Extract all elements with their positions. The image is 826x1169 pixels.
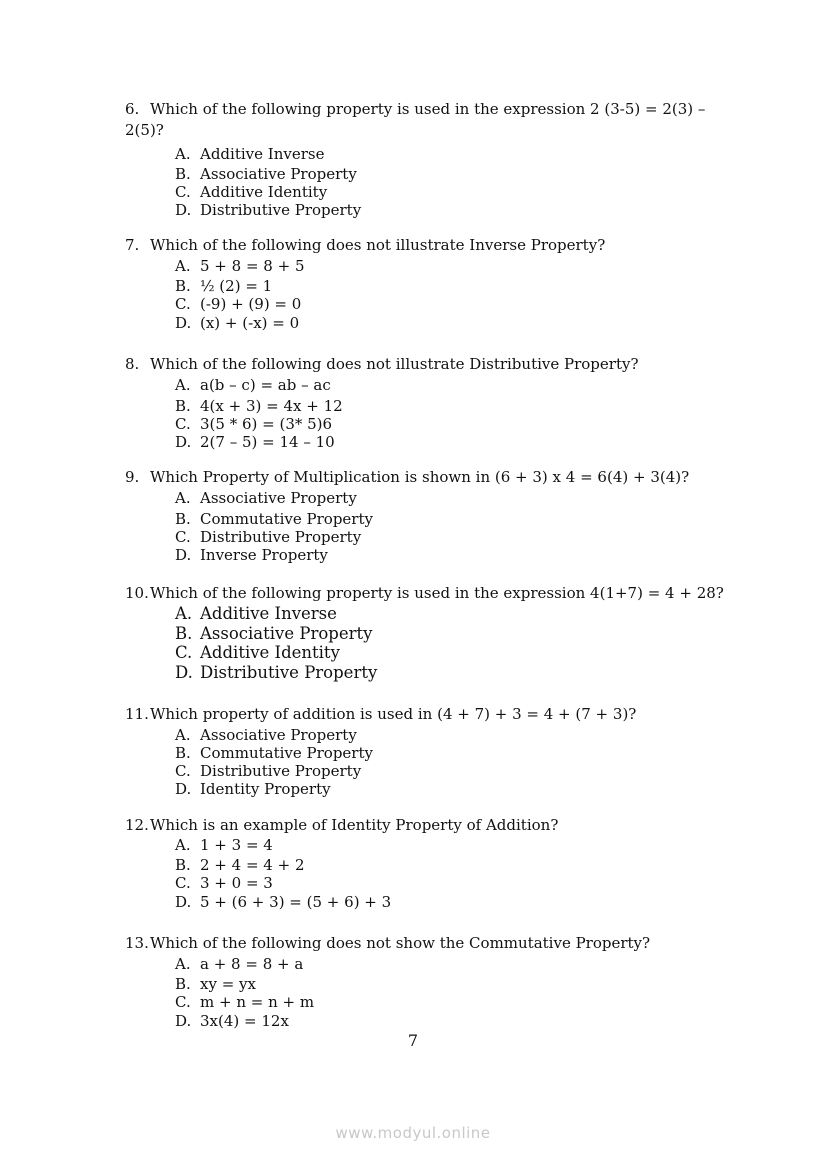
option-a: A. 5 + 8 = 8 + 5	[175, 257, 305, 275]
option-c: C. 3(5 * 6) = (3* 5)6	[175, 415, 333, 433]
option-c: C. Distributive Property	[175, 762, 362, 780]
option-a: A. Additive Inverse	[175, 604, 337, 623]
question-text: Which of the following property is used in the expression 2 (3-5) = 2(3) –	[150, 100, 706, 118]
question-text: Which of the following does not show the Commutative Property?	[150, 934, 651, 952]
option-c: C. Additive Identity	[175, 183, 328, 201]
option-b: B. Commutative Property	[175, 744, 373, 762]
question-number: 11.	[125, 705, 149, 723]
option-b: B. 4(x + 3) = 4x + 12	[175, 397, 343, 415]
question-number: 9.	[125, 468, 140, 486]
option-d: D. Distributive Property	[175, 201, 362, 219]
question-text-continued: 2(5)?	[125, 121, 164, 139]
question-number: 7.	[125, 236, 140, 254]
question-number: 8.	[125, 355, 140, 373]
option-b: B. xy = yx	[175, 975, 256, 993]
option-a: A. a + 8 = 8 + a	[175, 955, 304, 973]
option-d: D. Distributive Property	[175, 663, 378, 682]
question-text: Which Property of Multiplication is shown in (6 + 3) x 4 = 6(4) + 3(4)?	[150, 468, 690, 486]
option-c: C. (-9) + (9) = 0	[175, 295, 302, 313]
option-d: D. (x) + (-x) = 0	[175, 314, 300, 332]
watermark: www.modyul.online	[335, 1124, 491, 1142]
option-d: D. 5 + (6 + 3) = (5 + 6) + 3	[175, 893, 392, 911]
question-number: 10.	[125, 584, 149, 602]
question-text: Which property of addition is used in (4 + 7) + 3 = 4 + (7 + 3)?	[150, 705, 637, 723]
question-text: Which of the following does not illustrate Distributive Property?	[150, 355, 639, 373]
question-text: Which of the following property is used in the expression 4(1+7) = 4 + 28?	[150, 584, 724, 602]
option-d: D. Inverse Property	[175, 546, 328, 564]
option-c: C. m + n = n + m	[175, 993, 315, 1011]
option-d: D. 3x(4) = 12x	[175, 1012, 289, 1030]
option-b: B. Associative Property	[175, 624, 373, 643]
option-c: C. 3 + 0 = 3	[175, 874, 273, 892]
option-a: A. Associative Property	[175, 726, 357, 744]
question-text: Which of the following does not illustrate Inverse Property?	[150, 236, 606, 254]
option-c: C. Distributive Property	[175, 528, 362, 546]
option-a: A. 1 + 3 = 4	[175, 836, 273, 854]
question-text: Which is an example of Identity Property of Addition?	[150, 816, 559, 834]
option-d: D. 2(7 – 5) = 14 – 10	[175, 433, 335, 451]
option-b: B. ½ (2) = 1	[175, 277, 273, 295]
option-b: B. Commutative Property	[175, 510, 373, 528]
option-b: B. Associative Property	[175, 165, 357, 183]
question-number: 6.	[125, 100, 140, 118]
option-a: A. a(b – c) = ab – ac	[175, 376, 331, 394]
option-d: D. Identity Property	[175, 780, 331, 798]
option-a: A. Associative Property	[175, 489, 357, 507]
question-number: 12.	[125, 816, 149, 834]
option-b: B. 2 + 4 = 4 + 2	[175, 856, 305, 874]
page-number: 7	[407, 1031, 419, 1050]
option-a: A. Additive Inverse	[175, 145, 325, 163]
question-number: 13.	[125, 934, 149, 952]
option-c: C. Additive Identity	[175, 643, 340, 662]
